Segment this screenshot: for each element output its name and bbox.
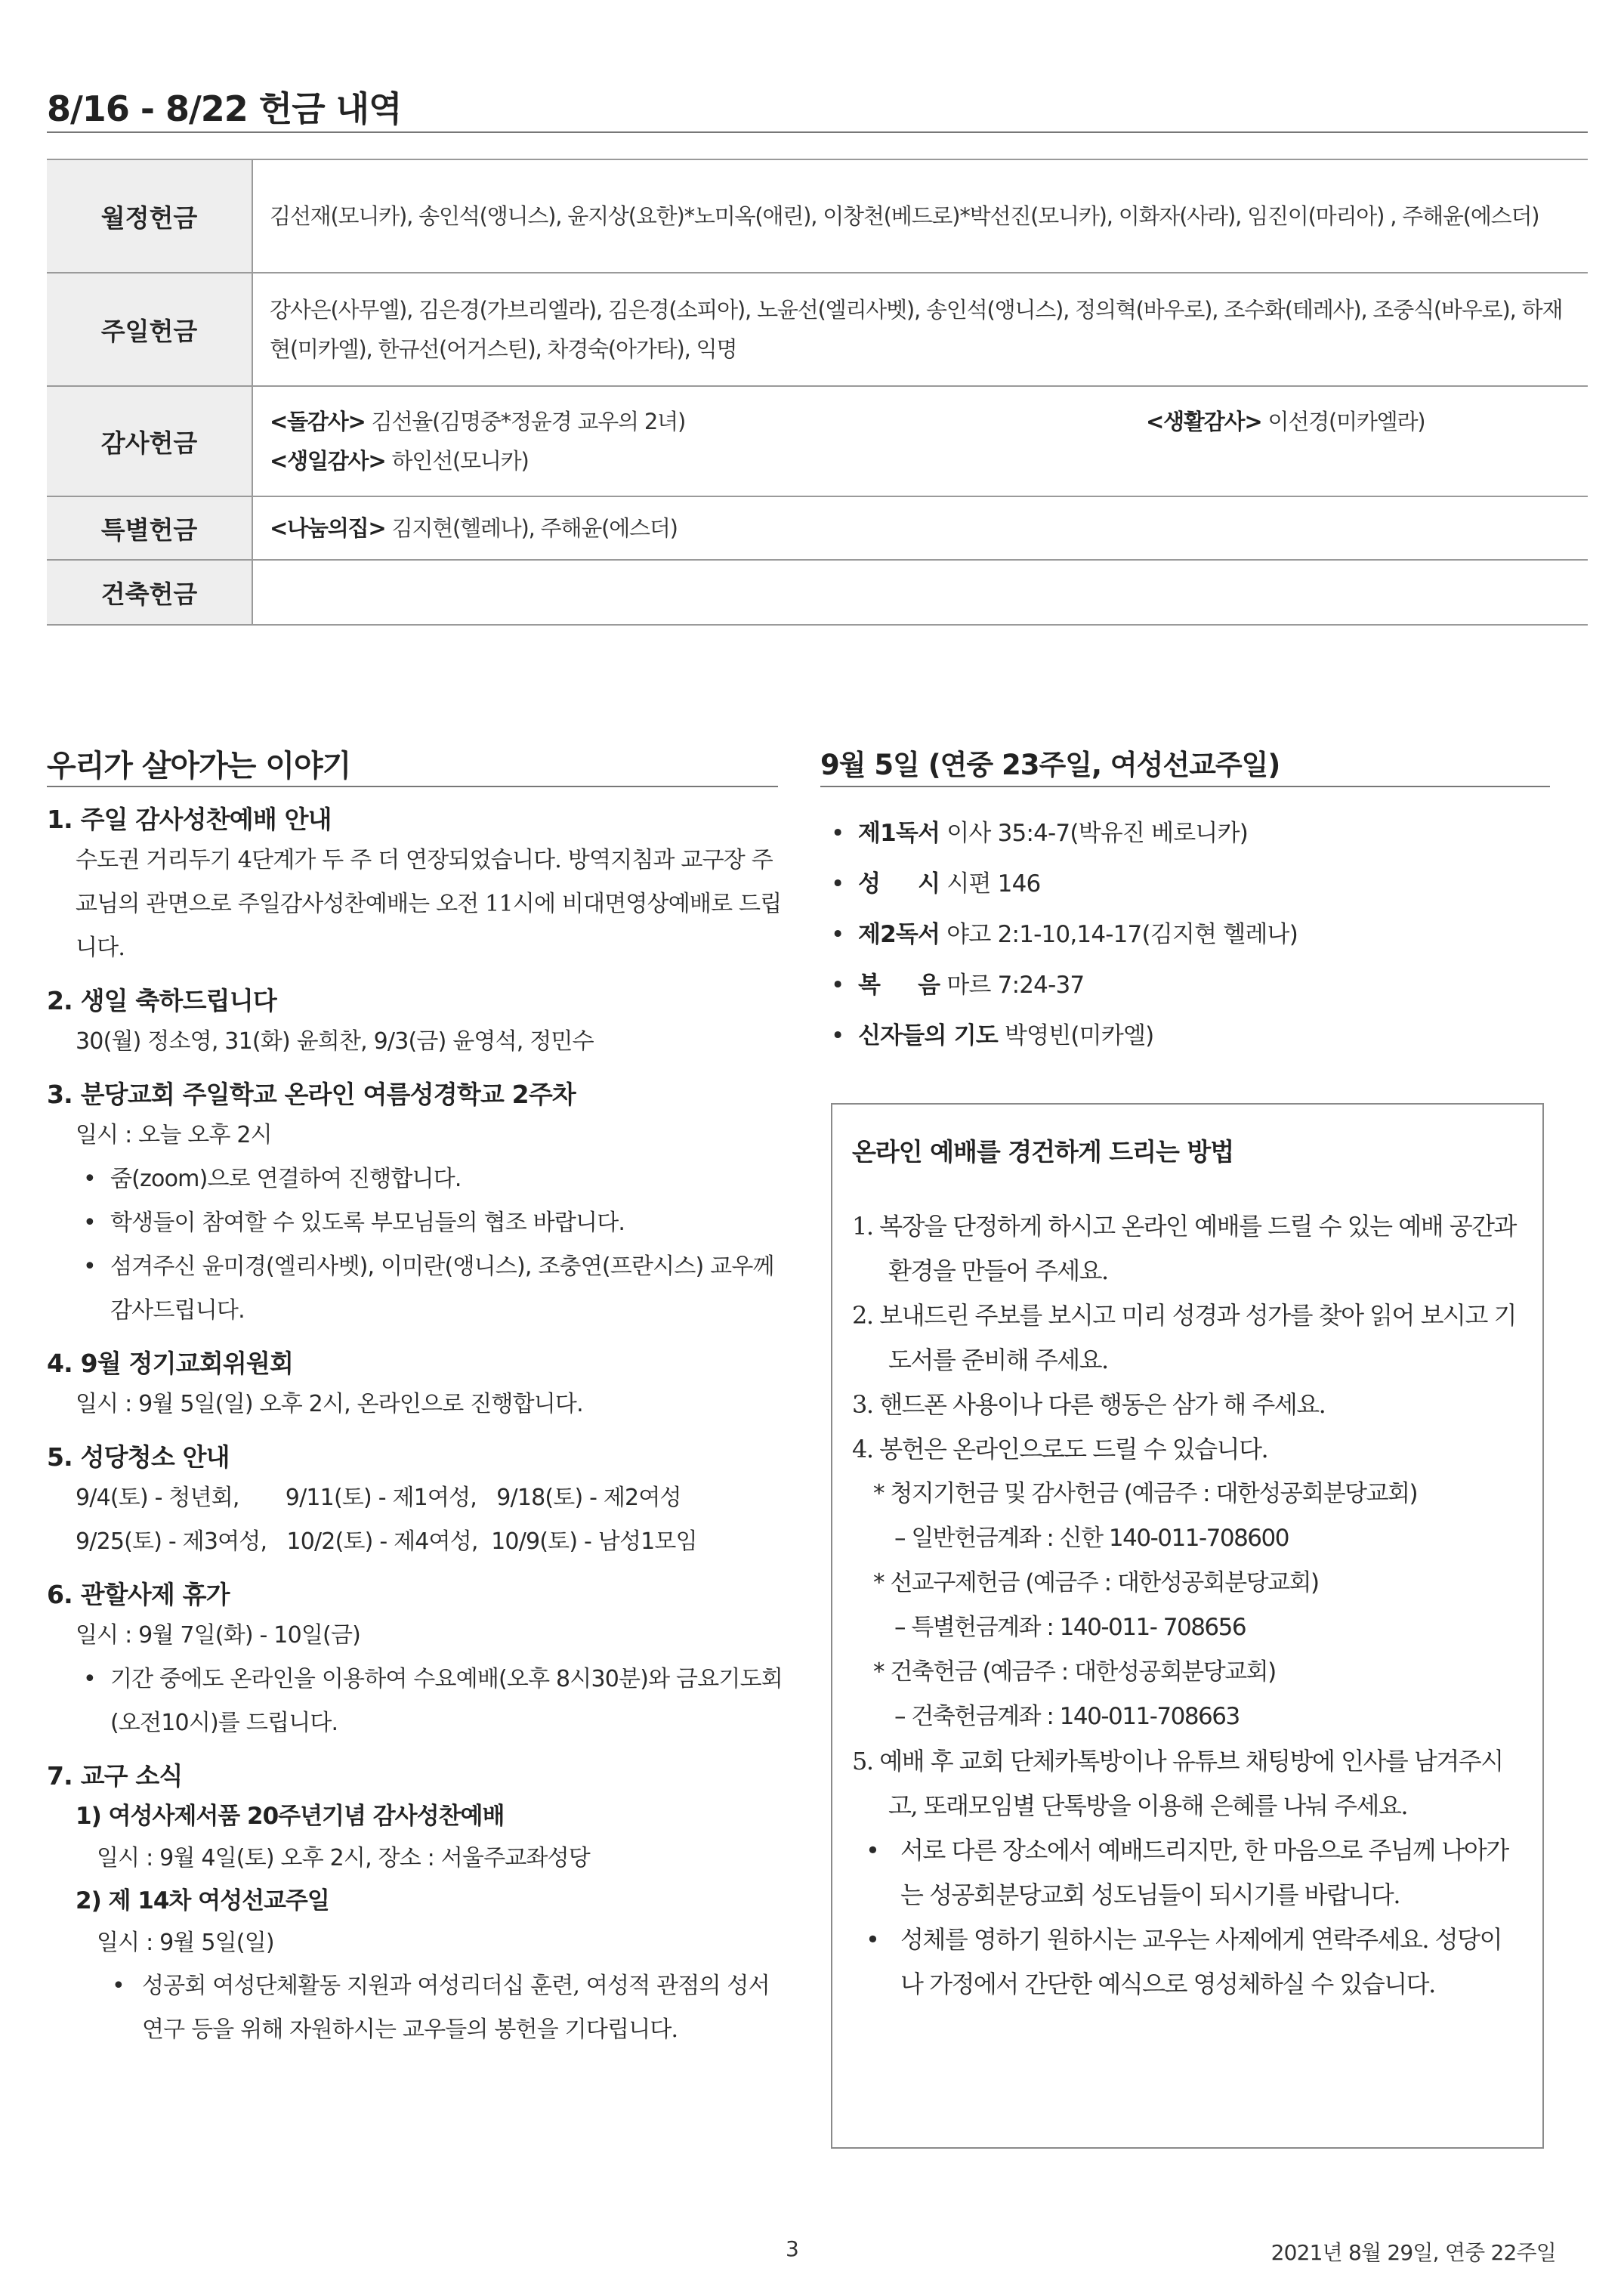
tag-label: <생일감사> [270, 448, 386, 474]
category-label: 감사헌금 [47, 386, 252, 496]
item-title: 7. 교구 소식 [47, 1761, 183, 1791]
item-body: 수도권 거리두기 4단계가 두 주 더 연장되었습니다. 방역지침과 교구장 주교님의 관면으로 주일감사성찬예배는 오전 11시에 비대면영상예배로 드립니다. [76, 847, 782, 961]
lectionary-item [820, 859, 1588, 910]
sub-item-line: 일시 : 9월 5일(일) [97, 1930, 274, 1956]
sub-item-title: 2) 제 14차 여성선교주일 [76, 1887, 329, 1914]
guide-item: 5. 예배 후 교회 단체카톡방이나 유튜브 채팅방에 인사를 남겨주시고, 또래모임별 단톡방을 이용해 은혜를 나눠 주세요. [852, 1747, 1503, 1820]
guide-item: 4. 봉헌은 온라인으로도 드릴 수 있습니다. [852, 1435, 1268, 1463]
account-number: – 일반헌금계좌 : 신한 140-011-708600 [894, 1525, 1289, 1552]
category-label: 주일헌금 [47, 273, 252, 386]
table-row [47, 159, 1588, 273]
lectionary-text: 마르 7:24-37 [946, 972, 1085, 999]
story-heading-divider [47, 786, 778, 787]
bullet-item: • 줌(zoom)으로 연결하여 진행합니다. [47, 1157, 787, 1201]
lectionary-text: 야고 2:1-10,14-17(김지현 헬레나) [946, 921, 1298, 948]
lectionary-item [820, 910, 1588, 960]
table-row [47, 560, 1588, 625]
item-title: 6. 관할사제 휴가 [47, 1580, 230, 1609]
story-column [47, 801, 787, 2052]
item-line: 9/25(토) - 제3여성, 10/2(토) - 제4여성, 10/9(토) - 남성1모임 [76, 1528, 697, 1555]
lectionary-label: 제1독서 [858, 820, 940, 847]
lectionary-item [820, 960, 1588, 1011]
item-title: 2. 생일 축하드립니다 [47, 986, 276, 1015]
lectionary-label: 신자들의 기도 [858, 1022, 998, 1049]
donor-name: 김지현(헬레나), 주해윤(에스더) [391, 515, 678, 541]
footer-date: 2021년 8월 29일, 연중 22주일 [1270, 2240, 1556, 2265]
item-line: 일시 : 9월 5일(일) 오후 2시, 온라인으로 진행합니다. [76, 1391, 583, 1417]
donor-name: 하인선(모니카) [391, 448, 529, 474]
tag-label: <생활감사> [1146, 409, 1262, 434]
donor-list [252, 496, 1588, 560]
donor-list [252, 386, 1588, 496]
guide-item: 2. 보내드린 주보를 보시고 미리 성경과 성가를 찾아 읽어 보시고 기도서를 준비해 주세요. [852, 1301, 1516, 1374]
bullet-item: • 성체를 영하기 원하시는 교우는 사제에게 연락주세요. 성당이나 가정에서 간단한 예식으로 영성체하실 수 있습니다. [852, 1918, 1523, 2007]
account-holder: * 선교구제헌금 (예금주 : 대한성공회분당교회) [873, 1569, 1319, 1596]
bullet-item: • 학생들이 참여할 수 있도록 부모님들의 협조 바랍니다. [47, 1201, 787, 1245]
item-line: 일시 : 오늘 오후 2시 [76, 1122, 272, 1148]
online-worship-box [831, 1103, 1544, 2149]
lectionary-label: 성 시 [858, 870, 940, 898]
item-title: 5. 성당청소 안내 [47, 1442, 230, 1472]
sunday-heading-divider [820, 786, 1550, 787]
offering-title: 8/16 - 8/22 헌금 내역 [47, 88, 402, 129]
donor-name: 김선율(김명중*정윤경 교우의 2녀) [371, 409, 686, 434]
account-number: – 특별헌금계좌 : 140-011- 708656 [894, 1614, 1246, 1641]
title-divider [47, 131, 1588, 133]
item-title: 1. 주일 감사성찬예배 안내 [47, 805, 332, 834]
sunday-column [820, 801, 1588, 1062]
account-holder: * 청지기헌금 및 감사헌금 (예금주 : 대한성공회분당교회) [873, 1480, 1418, 1507]
sub-item-title: 1) 여성사제서품 20주년기념 감사성찬예배 [76, 1803, 505, 1830]
lectionary-text: 이사 35:4-7(박유진 베로니카) [946, 820, 1249, 847]
lectionary-item [820, 1011, 1588, 1062]
lectionary-label: 복 음 [858, 972, 940, 999]
category-label: 특별헌금 [47, 496, 252, 560]
donor-list: 강사은(사무엘), 김은경(가브리엘라), 김은경(소피아), 노윤선(엘리사벳), 송인석(앵니스), 정의혁(바우로), 조수화(테레사), 조중식(바우로), 하재현(미카엘), 한규선(어거스틴), 차경숙(아가타), 익명 [252, 273, 1588, 386]
item-line: 9/4(토) - 청년회, 9/11(토) - 제1여성, 9/18(토) - 제2여성 [76, 1485, 681, 1511]
story-heading: 우리가 살아가는 이야기 [47, 749, 351, 783]
donor-list: 김선재(모니카), 송인석(앵니스), 윤지상(요한)*노미옥(애린), 이창천(베드로)*박선진(모니카), 이화자(사라), 임진이(마리아) , 주해윤(에스더) [252, 159, 1588, 273]
item-title: 3. 분당교회 주일학교 온라인 여름성경학교 2주차 [47, 1080, 576, 1109]
tag-label: <돌감사> [270, 409, 366, 434]
thanks-line-1 [270, 402, 1571, 441]
guide-item: 3. 핸드폰 사용이나 다른 행동은 삼가 해 주세요. [852, 1390, 1326, 1419]
tag-label: <나눔의집> [270, 515, 386, 541]
bullet-item: • 성공회 여성단체활동 지원과 여성리더십 훈련, 여성적 관점의 성서연구 등을 위해 자원하시는 교우들의 봉헌을 기다립니다. [47, 1964, 787, 2052]
lectionary-text: 박영빈(미카엘) [1004, 1022, 1154, 1049]
item-line: 일시 : 9월 7일(화) - 10일(금) [76, 1622, 361, 1649]
category-label: 건축헌금 [47, 560, 252, 625]
item-body: 30(월) 정소영, 31(화) 윤희찬, 9/3(금) 윤영석, 정민수 [76, 1028, 594, 1055]
bullet-item: • 서로 다른 장소에서 예배드리지만, 한 마음으로 주님께 나아가는 성공회분당교회 성도님들이 되시기를 바랍니다. [852, 1828, 1523, 1918]
bullet-item: • 기간 중에도 온라인을 이용하여 수요예배(오후 8시30분)와 금요기도회(오전10시)를 드립니다. [47, 1658, 787, 1745]
offering-table [47, 159, 1588, 626]
thanks-item-right [1146, 402, 1425, 441]
category-label: 월정헌금 [47, 159, 252, 273]
sunday-heading: 9월 5일 (연중 23주일, 여성선교주일) [820, 749, 1280, 781]
account-holder: * 건축헌금 (예금주 : 대한성공회분당교회) [873, 1658, 1276, 1686]
page-number: 3 [786, 2236, 799, 2261]
thanks-line-2 [270, 441, 1571, 481]
table-row [47, 273, 1588, 386]
box-title: 온라인 예배를 경건하게 드리는 방법 [852, 1137, 1234, 1167]
account-number: – 건축헌금계좌 : 140-011-708663 [894, 1703, 1240, 1730]
table-row [47, 496, 1588, 560]
lectionary-item [820, 808, 1588, 859]
donor-name: 이선경(미카엘라) [1267, 409, 1425, 434]
item-title: 4. 9월 정기교회위원회 [47, 1349, 294, 1378]
lectionary-label: 제2독서 [858, 921, 940, 948]
guide-item: 1. 복장을 단정하게 하시고 온라인 예배를 드릴 수 있는 예배 공간과 환경을 만들어 주세요. [852, 1212, 1516, 1285]
lectionary-text: 시편 146 [946, 870, 1041, 898]
sub-item-line: 일시 : 9월 4일(토) 오후 2시, 장소 : 서울주교좌성당 [97, 1845, 590, 1871]
bullet-item: • 섬겨주신 윤미경(엘리사벳), 이미란(앵니스), 조충연(프란시스) 교우께 감사드립니다. [47, 1245, 787, 1333]
donor-list [252, 560, 1588, 625]
table-row [47, 386, 1588, 496]
